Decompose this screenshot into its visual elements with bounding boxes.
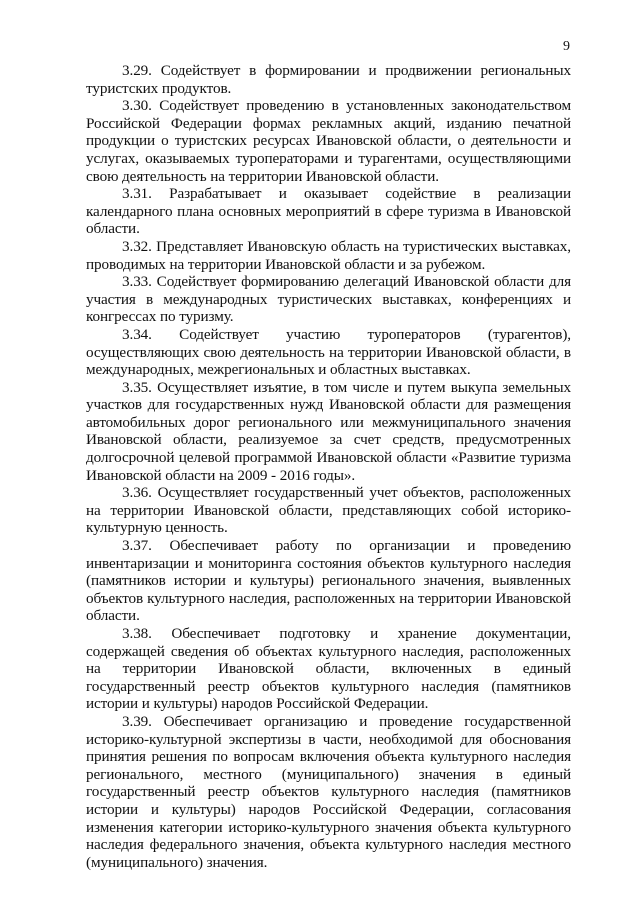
document-body bbox=[86, 62, 571, 871]
paragraph-3-30: 3.30. Содействует проведению в установленных законодательством Российской Федерации формах рекламных акций, изданию печатной продукции о туристских ресурсах Ивановской области, о деятельности и услугах, оказываемых туроператорами и турагентами, осуществляющими свою деятельность на территории Ивановской области. bbox=[86, 97, 571, 185]
paragraph-3-33: 3.33. Содействует формированию делегаций Ивановской области для участия в международных туристических выставках, конференциях и конгрессах по туризму. bbox=[86, 273, 571, 326]
paragraph-3-38: 3.38. Обеспечивает подготовку и хранение документации, содержащей сведения об объектах культурного наследия, расположенных на территории Ивановской области, включенных в единый государственный реестр объектов культурного наследия (памятников истории и культуры) народов Российской Федерации. bbox=[86, 625, 571, 713]
paragraph-3-29: 3.29. Содействует в формировании и продвижении региональных туристских продуктов. bbox=[86, 62, 571, 97]
paragraph-3-31: 3.31. Разрабатывает и оказывает содействие в реализации календарного плана основных мероприятий в сфере туризма в Ивановской области. bbox=[86, 185, 571, 238]
paragraph-3-37: 3.37. Обеспечивает работу по организации и проведению инвентаризации и мониторинга состояния объектов культурного наследия (памятников истории и культуры) регионального значения, выявленных объектов культурного наследия, расположенных на территории Ивановской области. bbox=[86, 537, 571, 625]
paragraph-3-39: 3.39. Обеспечивает организацию и проведение государственной историко-культурной экспертизы в части, необходимой для обоснования принятия решения по вопросам включения объекта культурного наследия регионального, местного (муниципального) значения в единый государственный реестр объектов культурного наследия (памятников истории и культуры) народов Российской Федерации, согласования изменения категории историко-культурного значения объекта культурного наследия федерального значения, объекта культурного наследия местного (муниципального) значения. bbox=[86, 712, 571, 871]
paragraph-3-34: 3.34. Содействует участию туроператоров (турагентов), осуществляющих свою деятельность на территории Ивановской области, в международных, межрегиональных и областных выставках. bbox=[86, 325, 571, 379]
paragraph-3-32: 3.32. Представляет Ивановскую область на туристических выставках, проводимых на территории Ивановской области и за рубежом. bbox=[86, 237, 571, 273]
paragraph-3-35: 3.35. Осуществляет изъятие, в том числе и путем выкупа земельных участков для государственных нужд Ивановской области для размещения автомобильных дорог регионального или межмуниципального значения Ивановской области, реализуемое за счет средств, предусмотренных долгосрочной целевой программой Ивановской области «Развитие туризма Ивановской области на 2009 - 2016 годы». bbox=[86, 378, 571, 484]
page-number: 9 bbox=[563, 39, 570, 54]
paragraph-3-36: 3.36. Осуществляет государственный учет объектов, расположенных на территории Ивановской области, представляющих собой историко-культурную ценность. bbox=[86, 484, 571, 537]
